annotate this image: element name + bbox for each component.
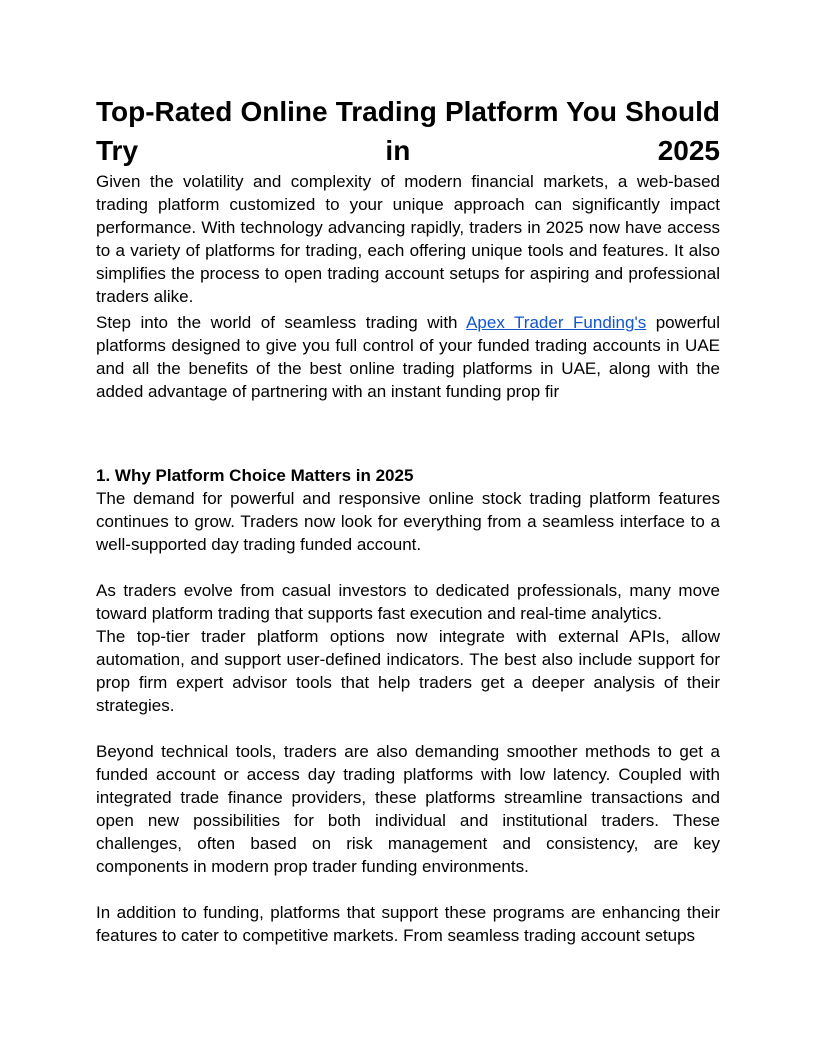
paragraph-spacer	[96, 556, 720, 579]
section-1-paragraph-beyond: Beyond technical tools, traders are also demanding smoother methods to get a funded account or access day trading platforms with low latency. Coupled with integrated trade finance providers, these platforms streamline transactions and open new possibilities for both individual and institutional traders. These challenges, often based on risk management and consistency, are key components in modern prop trader funding environments.	[96, 742, 720, 876]
apex-paragraph	[96, 311, 720, 403]
section-1-paragraph-top-tier: The top-tier trader platform options now integrate with external APIs, allow automation, and support user-defined indicators. The best also include support for prop firm expert advisor tools that help traders get a deeper analysis of their strategies.	[96, 627, 720, 715]
intro-paragraph: Given the volatility and complexity of modern financial markets, a web-based trading platform customized to your unique approach can significantly impact performance. With technology advancing rapidly, traders in 2025 now have access to a variety of platforms for trading, each offering unique tools and features. It also simplifies the process to open trading account setups for aspiring and professional traders alike.	[96, 172, 720, 306]
apex-trader-funding-link[interactable]: Apex Trader Funding's	[466, 313, 647, 332]
section-spacer	[96, 403, 720, 464]
apex-paragraph-after-link: powerful platforms designed to give you full control of your funded trading accounts in UAE and all the benefits of the best online trading platforms in UAE, along with the added advantage of partnering with an instant funding prop fir	[96, 313, 720, 401]
paragraph-spacer	[96, 878, 720, 901]
section-1-paragraph-funding: In addition to funding, platforms that support these programs are enhancing their features to cater to competitive markets. From seamless trading account setups	[96, 903, 720, 945]
document-page	[96, 92, 720, 947]
apex-paragraph-before-link: Step into the world of seamless trading with	[96, 313, 467, 332]
paragraph-spacer	[96, 717, 720, 740]
section-1-heading: 1. Why Platform Choice Matters in 2025	[96, 466, 414, 485]
document-title: Top-Rated Online Trading Platform You Should Try in 2025	[96, 96, 720, 166]
section-1-paragraph-evolve: As traders evolve from casual investors to dedicated professionals, many move toward platform trading that supports fast execution and real-time analytics.	[96, 581, 720, 623]
section-1-paragraph-demand: The demand for powerful and responsive online stock trading platform features continues to grow. Traders now look for everything from a seamless interface to a well-supported day trading funded account.	[96, 489, 720, 554]
